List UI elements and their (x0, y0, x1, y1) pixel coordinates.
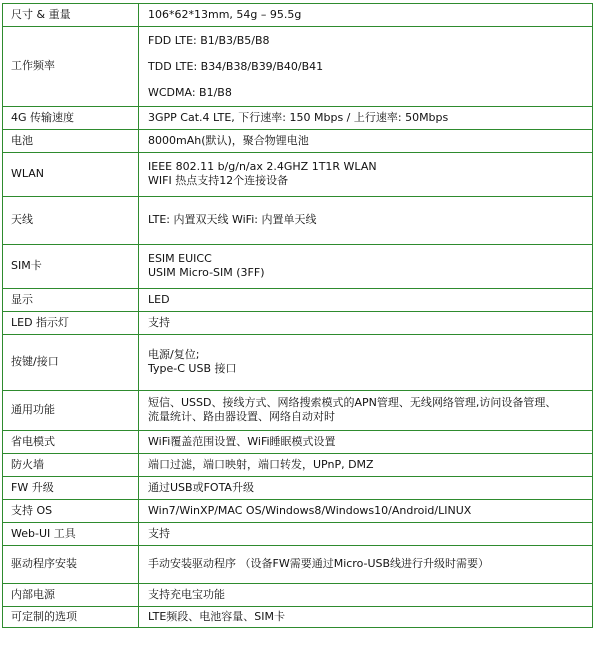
spec-value (139, 130, 593, 153)
spec-value (139, 607, 593, 628)
spec-label: 尺寸 & 重量 (3, 4, 139, 27)
spec-value-line: 手动安装驱动程序 （设备FW需要通过Micro-USB线进行升级时需要） (148, 557, 490, 571)
spec-label: FW 升级 (3, 477, 139, 500)
spec-table-body (3, 4, 593, 628)
spec-value (139, 4, 593, 27)
spec-value (139, 107, 593, 130)
spec-value (139, 27, 593, 107)
row-general-functions (3, 391, 593, 431)
row-battery (3, 130, 593, 153)
spec-label: 内部电源 (3, 584, 139, 607)
spec-label: 驱动程序安装 (3, 546, 139, 584)
spec-table (2, 3, 593, 628)
spec-label: SIM卡 (3, 245, 139, 289)
spec-value (139, 197, 593, 245)
spec-label: 工作频率 (3, 27, 139, 107)
spec-value (139, 584, 593, 607)
spec-label: 电池 (3, 130, 139, 153)
spec-label: 按键/接口 (3, 335, 139, 391)
spec-value (139, 523, 593, 546)
spec-label: 天线 (3, 197, 139, 245)
spec-value (139, 245, 593, 289)
row-power-saving (3, 431, 593, 454)
spec-value-line: 短信、USSD、接线方式、网络搜索模式的APN管理、无线网络管理,访问设备管理、 (148, 396, 557, 410)
spec-value-line: 通过USB或FOTA升级 (148, 480, 254, 494)
row-4g-speed (3, 107, 593, 130)
spec-value-line: LTE频段、电池容量、SIM卡 (148, 609, 285, 623)
row-supported-os (3, 500, 593, 523)
spec-value (139, 153, 593, 197)
spec-value-line: 3GPP Cat.4 LTE, 下行速率: 150 Mbps / 上行速率: 50Mbps (148, 110, 449, 124)
spec-value (139, 477, 593, 500)
spec-value-line: FDD LTE: B1/B3/B5/B8 (148, 33, 270, 47)
spec-value-line: IEEE 802.11 b/g/n/ax 2.4GHZ 1T1R WLAN (148, 160, 377, 174)
spec-value-line: ESIM EUICC (148, 252, 212, 266)
spec-value-line: WIFI 热点支持12个连接设备 (148, 174, 289, 187)
row-led-indicator (3, 312, 593, 335)
spec-value-line: 106*62*13mm, 54g – 95.5g (148, 7, 302, 21)
spec-value-line: LED (148, 292, 170, 306)
spec-value-line: TDD LTE: B34/B38/B39/B40/B41 (148, 59, 324, 73)
row-frequency (3, 27, 593, 107)
spec-label: WLAN (3, 153, 139, 197)
spec-value-line: 8000mAh(默认)，聚合物锂电池 (148, 133, 309, 147)
spec-value-line: Type-C USB 接口 (148, 362, 237, 375)
spec-value-line: 电源/复位; (148, 348, 200, 362)
spec-value-line: LTE: 内置双天线 WiFi: 内置单天线 (148, 213, 317, 227)
spec-label: LED 指示灯 (3, 312, 139, 335)
spec-value (139, 454, 593, 477)
spec-value (139, 431, 593, 454)
spec-label: 4G 传输速度 (3, 107, 139, 130)
spec-value (139, 312, 593, 335)
spec-value-line: 支持 (148, 526, 170, 540)
spec-value-line: WiFi覆盖范围设置、WiFi睡眠模式设置 (148, 434, 336, 448)
spec-value (139, 391, 593, 431)
spec-label: 支持 OS (3, 500, 139, 523)
spec-label: 防火墙 (3, 454, 139, 477)
spec-value-line: 流量统计、路由器设置、网络自动对时 (148, 410, 335, 423)
row-buttons-ports (3, 335, 593, 391)
row-fw-upgrade (3, 477, 593, 500)
row-driver-install (3, 546, 593, 584)
row-size-weight (3, 4, 593, 27)
spec-label: 省电模式 (3, 431, 139, 454)
row-antenna (3, 197, 593, 245)
spec-label: 通用功能 (3, 391, 139, 431)
row-firewall (3, 454, 593, 477)
spec-value-line: 支持 (148, 315, 170, 329)
spec-value-line: 端口过滤，端口映射，端口转发，UPnP, DMZ (148, 457, 374, 471)
spec-label: 可定制的选项 (3, 607, 139, 628)
row-customizable-options (3, 607, 593, 628)
spec-label: Web-UI 工具 (3, 523, 139, 546)
spec-value-line: USIM Micro-SIM (3FF) (148, 266, 265, 279)
row-wlan (3, 153, 593, 197)
spec-value (139, 289, 593, 312)
spec-label: 显示 (3, 289, 139, 312)
spec-value (139, 500, 593, 523)
row-display (3, 289, 593, 312)
spec-value-line: Win7/WinXP/MAC OS/Windows8/Windows10/Android/LINUX (148, 503, 472, 517)
row-internal-power (3, 584, 593, 607)
spec-value-line: WCDMA: B1/B8 (148, 85, 232, 99)
spec-value (139, 546, 593, 584)
row-sim (3, 245, 593, 289)
spec-value-line: 支持充电宝功能 (148, 587, 225, 601)
row-web-ui (3, 523, 593, 546)
spec-value (139, 335, 593, 391)
